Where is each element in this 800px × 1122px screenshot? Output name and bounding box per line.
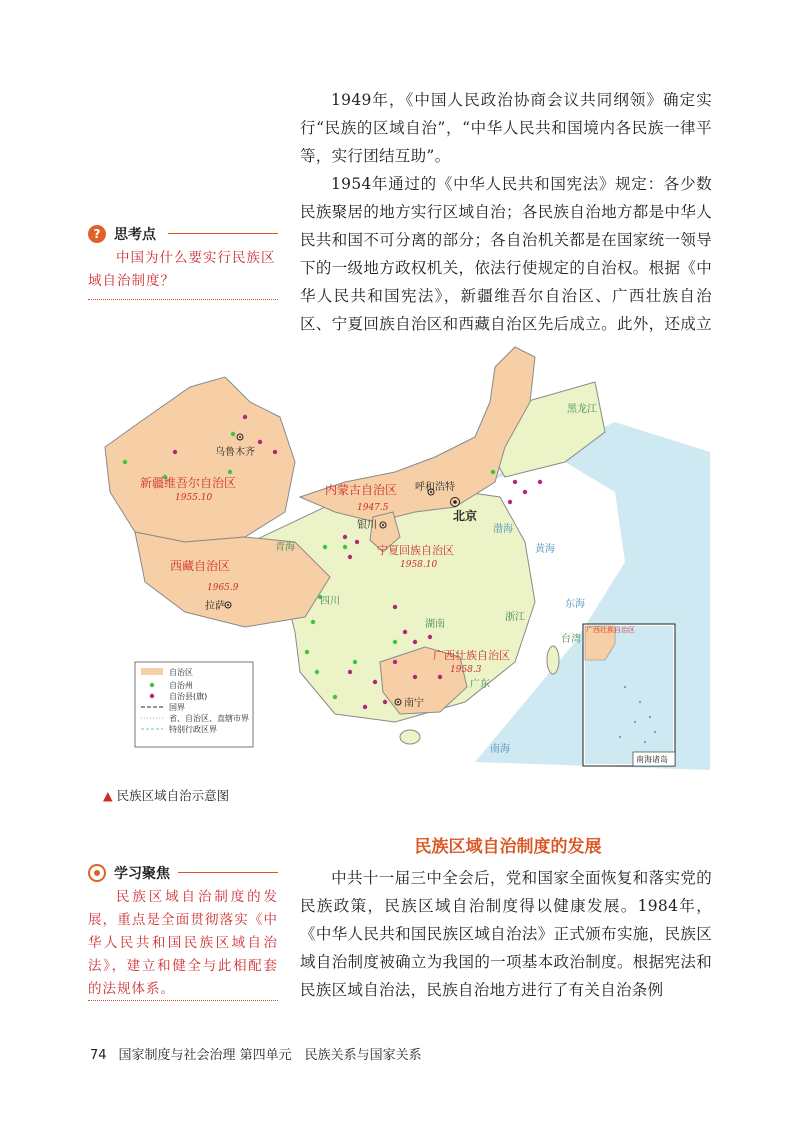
study-focus-rule	[178, 872, 278, 873]
qinghai-label: 青海	[275, 542, 295, 553]
inset-title: 广西壮族自治区	[586, 626, 635, 634]
paragraph-common-program: 1949年，《中国人民政治协商会议共同纲领》确定实行“民族的区域自治”，“中华人民共和国境内各民族一律平等，实行团结互助”。	[300, 91, 712, 165]
think-point-header	[88, 224, 156, 244]
taiwan-island	[547, 646, 559, 674]
sichuan-label: 四川	[320, 596, 340, 607]
yinchuan-label: 银川	[357, 520, 377, 531]
guangxi-year: 1958.3	[450, 665, 482, 675]
study-focus-header	[88, 863, 170, 883]
tibet-year: 1965.9	[207, 583, 239, 593]
svg-text:省、自治区、直辖市界: 省、自治区、直辖市界	[169, 714, 249, 723]
heilongjiang-label: 黑龙江	[567, 404, 597, 415]
study-focus-text: 民族区域自治制度的发展，重点是全面贯彻落实《中华人民共和国民族区域自治法》，建立和健全与此相配套的法规体系。	[88, 889, 278, 997]
section-heading: 民族区域自治制度的发展	[414, 837, 602, 857]
footer-text: 国家制度与社会治理 第四单元 民族关系与国家关系	[118, 1048, 422, 1063]
taiwan-label: 台湾	[561, 634, 581, 645]
bohai-label: 渤海	[493, 524, 513, 535]
paragraph-development: 中共十一届三中全会后，党和国家全面恢复和落实党的民族政策，民族区域自治制度得以健康发展。1984年，《中华人民共和国民族区域自治法》正式颁布实施，民族区域自治制度被确立为我国的一项基本政治制度。根据宪法和民族区域自治法，民族自治地方进行了有关自治条例	[300, 869, 712, 999]
ningxia-label: 宁夏回族自治区	[377, 544, 454, 557]
think-point-divider	[88, 299, 278, 300]
inner-mongolia-year: 1947.5	[357, 503, 389, 513]
map-caption: ▲ 民族区域自治示意图	[103, 788, 230, 803]
zhejiang-label: 浙江	[505, 612, 525, 623]
south-sea-inset	[583, 624, 675, 766]
svg-text:特别行政区界: 特别行政区界	[169, 725, 217, 734]
svg-text:国界: 国界	[169, 703, 185, 712]
svg-text:自治州: 自治州	[169, 681, 193, 690]
hunan-label: 湖南	[425, 619, 445, 630]
south-sea-label: 南海	[490, 744, 510, 755]
ethnic-autonomy-map	[95, 342, 710, 770]
page-footer	[90, 1044, 422, 1063]
paragraph-1954-constitution: 1954年通过的《中华人民共和国宪法》规定：各少数民族聚居的地方实行区域自治；各民族自治地方都是中华人民共和国不可分离的部分；各自治机关都是在国家统一领导下的一级地方政权机关，依法行使规定的自治权。根据《中华人民共和国宪法》，新疆维吾尔自治区、广西壮族自治区、宁夏回族自治区和西藏自治区先后成立。此外，还成立	[300, 175, 712, 333]
question-icon: ?	[88, 225, 106, 243]
xinjiang-year: 1955.10	[175, 493, 213, 503]
hainan-island	[400, 730, 420, 744]
think-point-rule	[168, 233, 278, 234]
triangle-icon: ▲	[103, 788, 113, 803]
legend-prefecture-swatch	[150, 683, 154, 687]
inset-label: 南海诸岛	[636, 755, 668, 764]
beijing-label: 北京	[453, 509, 478, 523]
page-number: 74	[90, 1048, 107, 1063]
think-point-text: 中国为什么要实行民族区域自治制度？	[88, 250, 276, 289]
legend-region-swatch	[141, 668, 163, 675]
hohhot-label: 呼和浩特	[415, 482, 455, 493]
lhasa-label: 拉萨	[205, 601, 225, 612]
legend-county-swatch	[150, 694, 154, 698]
study-focus-divider	[88, 1000, 278, 1001]
inner-mongolia-label: 内蒙古自治区	[325, 483, 398, 497]
svg-text:自治县(旗): 自治县(旗)	[169, 692, 208, 701]
nanning-label: 南宁	[404, 698, 424, 709]
yellow-sea-label: 黄海	[535, 544, 555, 555]
ningxia-year: 1958.10	[400, 560, 438, 570]
think-point-title: 思考点	[114, 227, 156, 243]
study-focus-title: 学习聚焦	[114, 866, 170, 882]
urumqi-label: 乌鲁木齐	[215, 447, 255, 458]
tibet-label: 西藏自治区	[170, 559, 231, 573]
guangdong-label: 广东	[470, 679, 490, 690]
xinjiang-label: 新疆维吾尔自治区	[140, 476, 237, 490]
guangxi-label: 广西壮族自治区	[433, 649, 510, 662]
focus-target-icon	[88, 864, 106, 882]
map-legend	[135, 662, 253, 747]
svg-text:自治区: 自治区	[169, 668, 193, 677]
east-sea-label: 东海	[565, 599, 585, 610]
